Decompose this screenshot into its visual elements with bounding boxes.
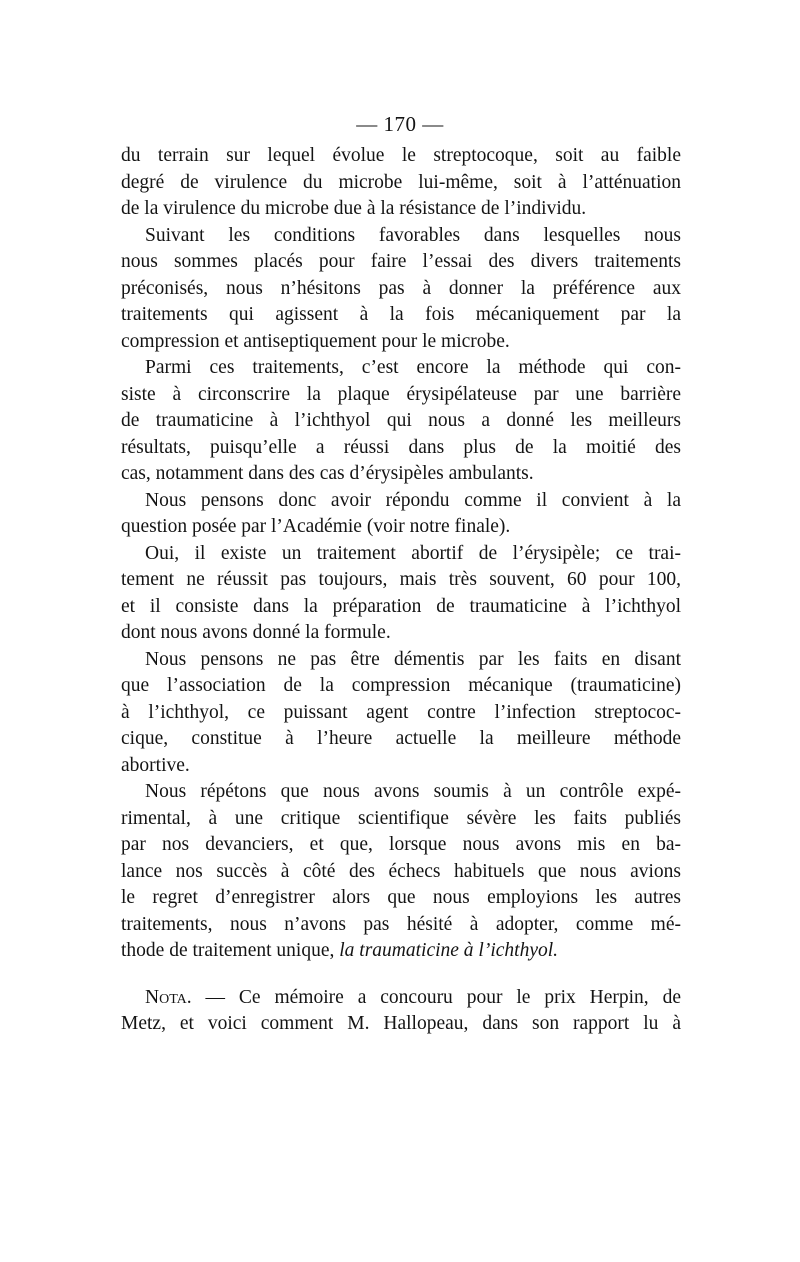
final-line-prefix: thode de traitement unique, (121, 940, 340, 961)
nota-line (121, 985, 681, 1012)
text-line: par nos devanciers, et que, lorsque nous avons mis en ba- (121, 834, 681, 855)
nota-line: Metz, et voici comment M. Hallopeau, dans son rapport lu à (121, 1013, 681, 1034)
text-line: cas, notamment dans des cas d’érysipèles ambulants. (121, 463, 534, 484)
text-line: lance nos succès à côté des échecs habituels que nous avions (121, 860, 681, 882)
page-number: — 170 — (356, 112, 444, 136)
text-line: Nous pensons donc avoir répondu comme il convient à la (145, 489, 681, 511)
final-line-italic: la traumaticine à l’ichthyol. (339, 940, 559, 961)
text-line: siste à circonscrire la plaque érysipélateuse par une barrière (121, 383, 681, 405)
text-line: que l’association de la compression mécanique (traumaticine) (121, 675, 681, 696)
text-line: abortive. (121, 754, 190, 776)
text-line: traitements, nous n’avons pas hésité à adopter, comme mé- (121, 913, 681, 935)
text-line: à l’ichthyol, ce puissant agent contre l’infection streptococ- (121, 701, 681, 723)
text-line: nous sommes placés pour faire l’essai des divers traitements (121, 251, 681, 272)
text-line: Nous pensons ne pas être démentis par les faits en disant (145, 648, 681, 670)
text-line: rimental, à une critique scientifique sévère les faits publiés (121, 807, 681, 829)
text-line: le regret d’enregistrer alors que nous employions les autres (121, 887, 681, 908)
text-line: Parmi ces traitements, c’est encore la méthode qui con- (145, 357, 681, 378)
body-text (121, 143, 681, 1038)
text-line: degré de virulence du microbe lui-même, soit à l’atténuation (121, 171, 681, 193)
text-line: Oui, il existe un traitement abortif de l’érysipèle; ce trai- (145, 542, 681, 564)
text-line: et il consiste dans la préparation de traumaticine à l’ichthyol (121, 595, 681, 617)
text-line: Suivant les conditions favorables dans lesquelles nous (145, 224, 681, 246)
text-line: résultats, puisqu’elle a réussi dans plus de la moitié des (121, 436, 681, 458)
text-line: compression et antiseptiquement pour le microbe. (121, 330, 510, 352)
text-line: tement ne réussit pas toujours, mais très souvent, 60 pour 100, (121, 569, 681, 590)
text-line: de la virulence du microbe due à la résistance de l’individu. (121, 198, 587, 219)
text-line: traitements qui agissent à la fois mécaniquement par la (121, 304, 681, 325)
text-line: question posée par l’Académie (voir notre finale). (121, 516, 511, 537)
nota-label: Nota. (145, 986, 192, 1008)
text-line: dont nous avons donné la formule. (121, 622, 391, 643)
text-line: cique, constitue à l’heure actuelle la meilleure méthode (121, 728, 681, 749)
text-line-final (121, 938, 681, 965)
nota-text: — Ce mémoire a concouru pour le prix Herpin, de (191, 986, 681, 1008)
paragraph-gap (121, 965, 681, 985)
text-line: Nous répétons que nous avons soumis à un contrôle expé- (145, 781, 681, 802)
text-line: préconisés, nous n’hésitons pas à donner la préférence aux (121, 277, 681, 299)
text-line: du terrain sur lequel évolue le streptocoque, soit au faible (121, 145, 681, 166)
text-line: de traumaticine à l’ichthyol qui nous a donné les meilleurs (121, 410, 681, 431)
